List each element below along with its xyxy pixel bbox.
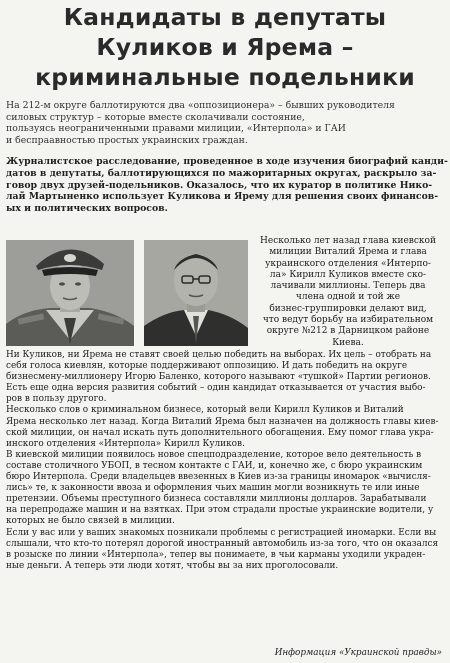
body-line: ской милиции, он начал искать путь дополнительного обогащения. Ему помог глава укра- (6, 427, 434, 438)
side-line: лачивали миллионы. Теперь два (270, 281, 426, 292)
body-line: на перепродаже машин и на взятках. При этом страдали простые украинские водители, у (6, 505, 434, 516)
side-line: украинского отделения «Интерпо- (265, 258, 431, 269)
body-line: лись» те, к законности ввоза и оформления чьих машин могли возникнуть те или иные (6, 483, 420, 494)
headline-line: криминальные подельники (35, 63, 415, 91)
side-line: Несколько лет назад глава киевской (260, 236, 436, 246)
side-line: ла» Кирилл Куликов вместе ско- (269, 269, 427, 280)
body-line: ров в пользу другого. (6, 394, 107, 405)
article-body (6, 350, 444, 572)
body-line: ные деньги. А теперь эти люди хотят, чтобы вы за них проголосовали. (6, 560, 339, 571)
body-line: Несколько слов о криминальном бизнесе, который вели Кирилл Куликов и Виталий (6, 405, 404, 416)
photo-man-in-suit (144, 240, 248, 346)
body-line: которых не было связей в милиции. (6, 516, 175, 527)
side-line: члена одной и той же (295, 292, 401, 303)
lead-line: и беспраавностью простых украинских граждан. (6, 134, 248, 146)
body-line: Есть еще одна версия развития событий – один кандидат отказывается от участия выбо- (6, 383, 426, 394)
headline-line: Куликов и Ярема – (96, 33, 354, 61)
body-line: себя голоса киевлян, которые поддерживают оппозицию. И дать победить на округе (6, 361, 408, 372)
body-line: бюро Интерпола. Среди владельцев ввезенных в Киев из-за границы иномарок «вычисля- (6, 472, 431, 483)
body-line: составе столичного УБОП, в тесном контакте с ГАИ, и, конечно же, с бюро украинским (6, 460, 423, 471)
photo-officer-in-cap (6, 240, 134, 346)
intro-line: говор двух друзей-подельников. Оказалось, что их куратор в политике Нико- (6, 179, 433, 191)
side-line: бизнес-группировки делают вид, (269, 303, 427, 314)
lead-line: пользуясь неограниченными правами милиции, «Интерпола» и ГАИ (6, 123, 346, 134)
body-line: инского отделения «Интерпола» Кирилл Куликов. (6, 438, 245, 449)
body-line: Ярема несколько лет назад. Когда Виталий Ярема был назначен на должность главы киев- (6, 416, 439, 427)
side-column-text (252, 236, 444, 349)
body-line: Ни Куликов, ни Ярема не ставят своей целью победить на выборах. Их цель – отобрать на (6, 350, 432, 360)
intro-paragraph (6, 156, 448, 215)
body-line: в розыске по линии «Интерпола», тепер вы понимаете, в чьи карманы уходили украден- (6, 549, 426, 560)
source-credit: Информация «Украинской правды» (274, 648, 442, 658)
side-line: округе №212 в Дарницком районе (266, 326, 430, 337)
body-line: Если у вас или у ваших знакомых позникали проблемы с регистрацией иномарки. Если вы (6, 527, 437, 538)
headline (6, 2, 444, 92)
lead-line: силовых структур – которые вместе сколачивали состояние, (6, 111, 305, 123)
intro-line: датов в депутаты, баллотирующихся по мажоритарных округах, раскрыло за- (6, 167, 437, 179)
body-line: В киевской милиции появилось новое спецподразделение, которое вело деятельность в (6, 449, 422, 460)
officer-portrait-image (6, 240, 134, 346)
headline-line: Кандидаты в депутаты (63, 3, 387, 31)
body-line: претензии. Объемы преступного бизнеса составляли миллионы долларов. Зарабатывали (6, 494, 427, 505)
intro-line: Журналистское расследование, проведенное в ходе изучения биографий канди- (6, 156, 448, 167)
suit-portrait-image (144, 240, 248, 346)
body-line: слышали, что кто-то потерял дорогой иностранный автомобиль из-за того, что он оказался (6, 538, 439, 549)
side-line: Киева. (332, 337, 364, 348)
side-line: что ведут борьбу на избирательном (262, 315, 434, 326)
body-line: бизнесмену-миллионеру Игорю Баленко, которого называют «тушкой» Партии регионов. (6, 372, 431, 383)
side-line: милиции Виталий Ярема и глава (269, 247, 427, 258)
lead-paragraph (6, 100, 442, 146)
intro-line: ых и политических вопросов. (6, 203, 168, 215)
lead-line: На 212-м округе баллотируются два «оппозиционера» – бывших руководителя (6, 100, 395, 111)
intro-line: лай Мартыненко использует Куликова и Ярему для решения своих финансов- (6, 191, 439, 203)
